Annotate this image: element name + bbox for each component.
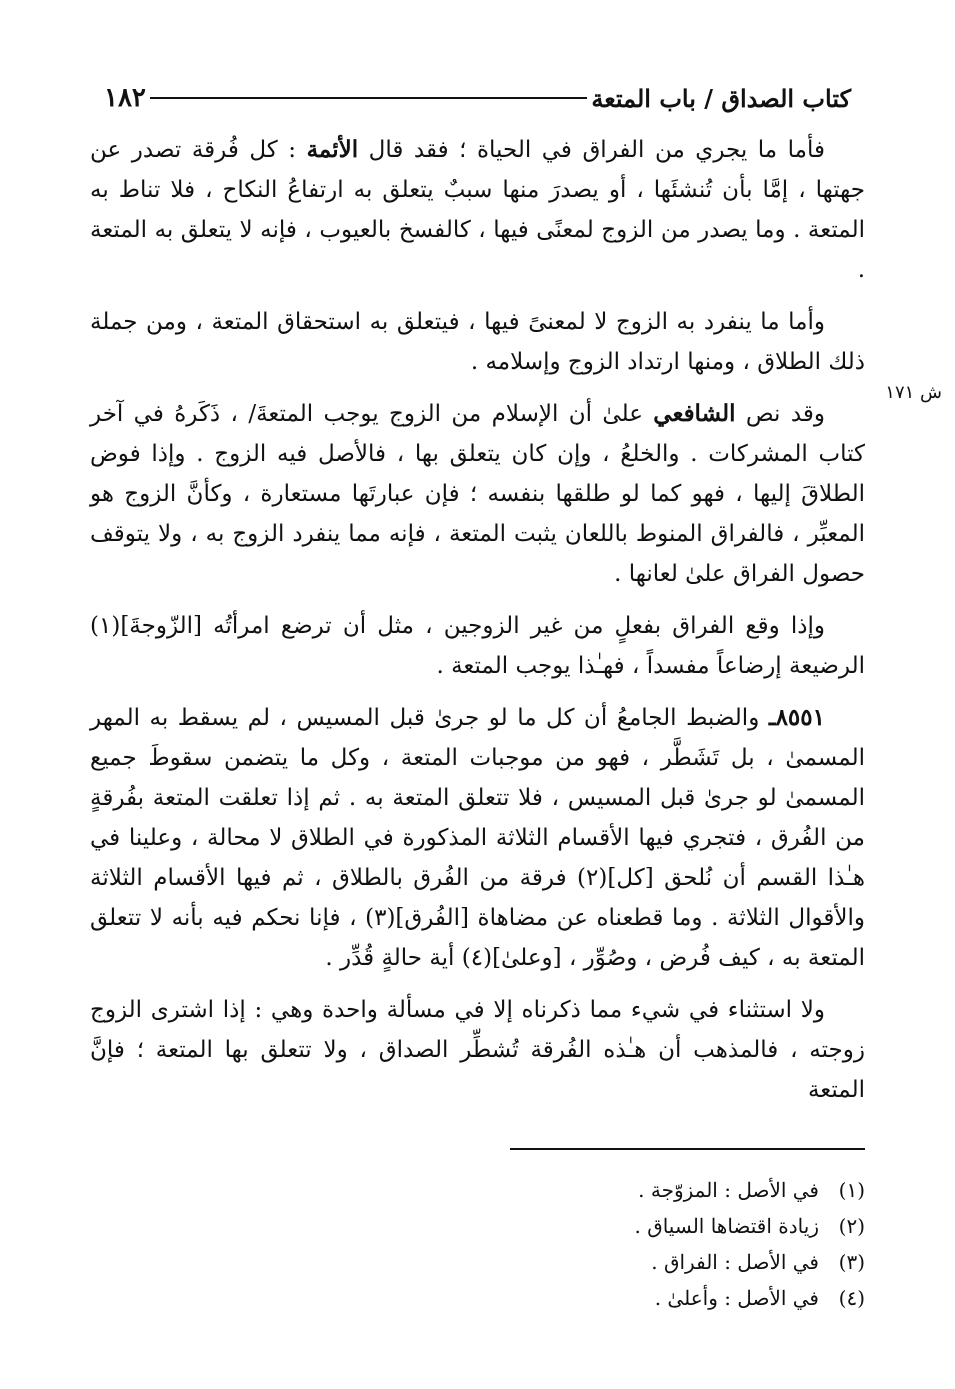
footnote bbox=[90, 1280, 865, 1316]
footnote-text: في الأصل : وأعلىٰ . bbox=[654, 1286, 819, 1310]
running-title: كتاب الصداق / باب المتعة bbox=[591, 83, 851, 113]
header-rule bbox=[150, 97, 588, 99]
footnote bbox=[90, 1208, 865, 1244]
paragraph: ولا استثناء في شيء مما ذكرناه إلا في مسألة واحدة وهي : إذا اشترى الزوج زوجته ، فالمذهب أن هـٰذه الفُرقة تُشطِّر الصداق ، ولا تتعلق بها المتعة ؛ فإنَّ المتعة bbox=[90, 997, 865, 1103]
body-text bbox=[90, 130, 865, 1122]
footnote-number: (٢) bbox=[838, 1214, 865, 1238]
footnote bbox=[90, 1172, 865, 1208]
footnote bbox=[90, 1244, 865, 1280]
paragraph: فأما ما يجري من الفراق في الحياة ؛ فقد قال الأئمة : كل فُرقة تصدر عن جهتها ، إمَّا بأن تُنشئَها ، أو يصدرَ منها سببٌ يتعلق به ارتفاعُ النكاح ، فلا تناط به المتعة . وما يصدر من الزوج لمعنًى فيها ، كالفسخ بالعيوب ، فإنه لا يتعلق به المتعة . bbox=[90, 136, 865, 283]
footnote-text: في الأصل : المزوّجة . bbox=[638, 1178, 819, 1202]
footnote-number: (١) bbox=[838, 1178, 865, 1202]
page-header bbox=[90, 78, 865, 118]
footnote-text: زيادة اقتضاها السياق . bbox=[634, 1214, 819, 1238]
paragraph: وإذا وقع الفراق بفعلٍ من غير الزوجين ، مثل أن ترضع امرأتُه [الزّوجةَ](١) الرضيعة إرضاعاً مفسداً ، فهـٰذا يوجب المتعة . bbox=[90, 613, 865, 679]
footnote-rule bbox=[510, 1148, 865, 1150]
footnote-number: (٤) bbox=[838, 1286, 865, 1310]
paragraph: وأما ما ينفرد به الزوج لا لمعنىً فيها ، فيتعلق به استحقاق المتعة ، ومن جملة ذلك الطلاق ، ومنها ارتداد الزوج وإسلامه . bbox=[90, 309, 865, 375]
paragraph: ٨٥٥١ـ والضبط الجامعُ أن كل ما لو جرىٰ قبل المسيس ، لم يسقط به المهر المسمىٰ ، بل تَشَطَّر ، فهو من موجبات المتعة ، وكل ما يتضمن سقوطَ جميع المسمىٰ لو جرىٰ قبل المسيس ، فلا تتعلق المتعة به . ثم إذا تعلقت المتعة بفُرقةٍ من الفُرق ، فتجري فيها الأقسام الثلاثة المذكورة في الطلاق لا محالة ، وعلينا في هـٰذا القسم أن نُلحق [كل](٢) فرقة من الفُرق بالطلاق ، ثم فيها الأقسام الثلاثة والأقوال الثلاثة . وما قطعناه عن مضاهاة [الفُرق](٣) ، فإنا نحكم فيه بأنه لا تتعلق المتعة به ، كيف فُرض ، وصُوِّر ، [وعلىٰ](٤) أية حالةٍ قُدِّر . bbox=[90, 704, 865, 971]
footnote-text: في الأصل : الفراق . bbox=[651, 1250, 819, 1274]
page-number: ١٨٢ bbox=[104, 83, 146, 113]
margin-note: ش ١٧١ bbox=[885, 382, 942, 403]
footnote-number: (٣) bbox=[838, 1250, 865, 1274]
footnotes bbox=[90, 1172, 865, 1316]
paragraph: وقد نص الشافعي علىٰ أن الإسلام من الزوج يوجب المتعةَ/ ، ذَكَرهُ في آخر كتاب المشركات . والخلعُ ، وإن كان يتعلق بها ، فالأصل فيه الزوج . وإذا فوض الطلاقَ إليها ، فهو كما لو طلقها بنفسه ؛ فإن عبارتَها مستعارة ، وكأنَّ الزوج هو المعبِّر ، فالفراق المنوط باللعان يثبت المتعة ، فإنه مما ينفرد الزوج به ، ولا يتوقف حصول الفراق علىٰ لعانها . bbox=[90, 400, 865, 587]
